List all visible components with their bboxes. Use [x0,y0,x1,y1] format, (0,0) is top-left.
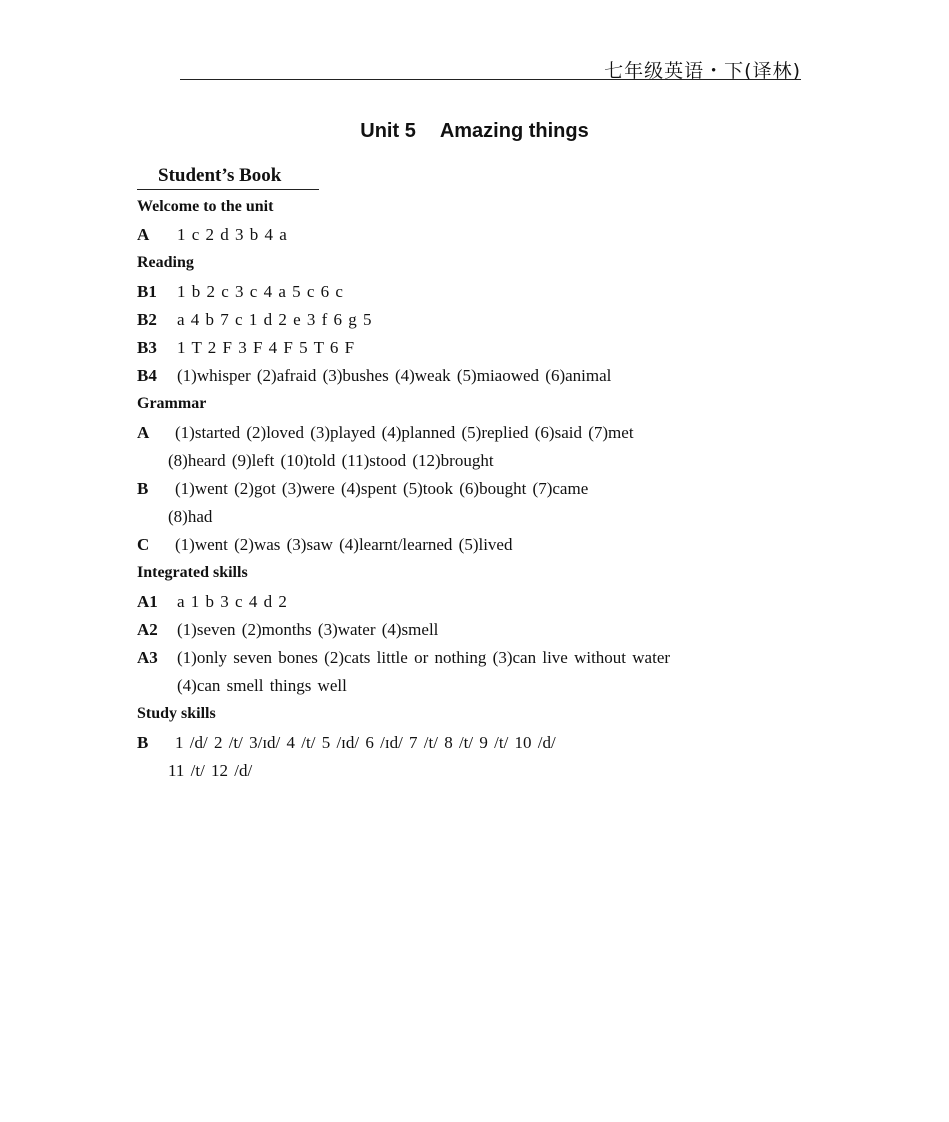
answer-row [137,588,801,616]
answer-text: (1)started (2)loved (3)played (4)planned (5)replied (6)said (7)met [175,422,634,442]
item-label: A2 [137,619,158,639]
answer-row-continued [137,503,801,531]
answer-text: (1)went (2)was (3)saw (4)learnt/learned (5)lived [175,535,513,555]
answer-row [137,334,801,362]
subsection-reading: Reading [137,254,194,272]
answer-text: 1 /d/ 2 /t/ 3/ɪd/ 4 /t/ 5 /ɪd/ 6 /ɪd/ 7 /t/ 8 /t/ 9 /t/ 10 /d/ [175,732,556,752]
subsection-study-skills: Study skills [137,705,216,723]
item-label: A3 [137,648,158,667]
answer-row-continued [137,672,801,700]
subsection-integrated-skills: Integrated skills [137,564,248,582]
item-label: B [137,732,149,752]
answer-row [137,644,801,672]
answer-text: (8)had [168,507,213,527]
item-label: A1 [137,591,158,611]
answer-text: a 1 b 3 c 4 d 2 [177,591,287,611]
item-label: B1 [137,281,157,301]
header-rule [180,79,801,80]
answer-text: (1)seven (2)months (3)water (4)smell [177,619,439,639]
unit-title [0,120,949,143]
answer-row [137,531,801,559]
answer-text: (1)whisper (2)afraid (3)bushes (4)weak (5)miaowed (6)animal [177,366,612,386]
item-label: B4 [137,366,157,386]
book-header: 七年级英语・下(译林) [604,60,801,82]
subsection-grammar: Grammar [137,395,207,413]
item-label: B2 [137,309,157,329]
answer-text: (4)can smell things well [177,676,347,696]
answer-text: 1 c 2 d 3 b 4 a [177,225,287,245]
answer-row [137,729,801,757]
item-label: B3 [137,337,157,357]
item-label: C [137,535,150,555]
answer-row [137,306,801,334]
answer-row [137,362,801,390]
unit-number: Unit 5 [360,120,416,142]
answer-row [137,475,801,503]
answer-list [137,193,801,785]
answer-text: 1 T 2 F 3 F 4 F 5 T 6 F [177,337,355,357]
answer-text: a 4 b 7 c 1 d 2 e 3 f 6 g 5 [177,309,372,329]
item-label: A [137,422,150,442]
item-label: A [137,225,150,245]
unit-topic: Amazing things [439,120,589,142]
answer-row [137,419,801,447]
section-heading: Student’s Book [158,165,282,186]
answer-text: (8)heard (9)left (10)told (11)stood (12)brought [168,450,494,470]
subsection-welcome: Welcome to the unit [137,198,274,215]
section-underline [137,189,319,190]
answer-row [137,616,801,644]
answer-row-continued [137,757,801,785]
answer-text: (1)only seven bones (2)cats little or nothing (3)can live without water [177,648,671,667]
answer-text: 1 b 2 c 3 c 4 a 5 c 6 c [177,281,343,301]
answer-text: 11 /t/ 12 /d/ [168,760,253,780]
answer-text: (1)went (2)got (3)were (4)spent (5)took (6)bought (7)came [175,478,589,498]
item-label: B [137,478,149,498]
answer-row [137,278,801,306]
answer-row-continued [137,447,801,475]
answer-row [137,221,801,249]
